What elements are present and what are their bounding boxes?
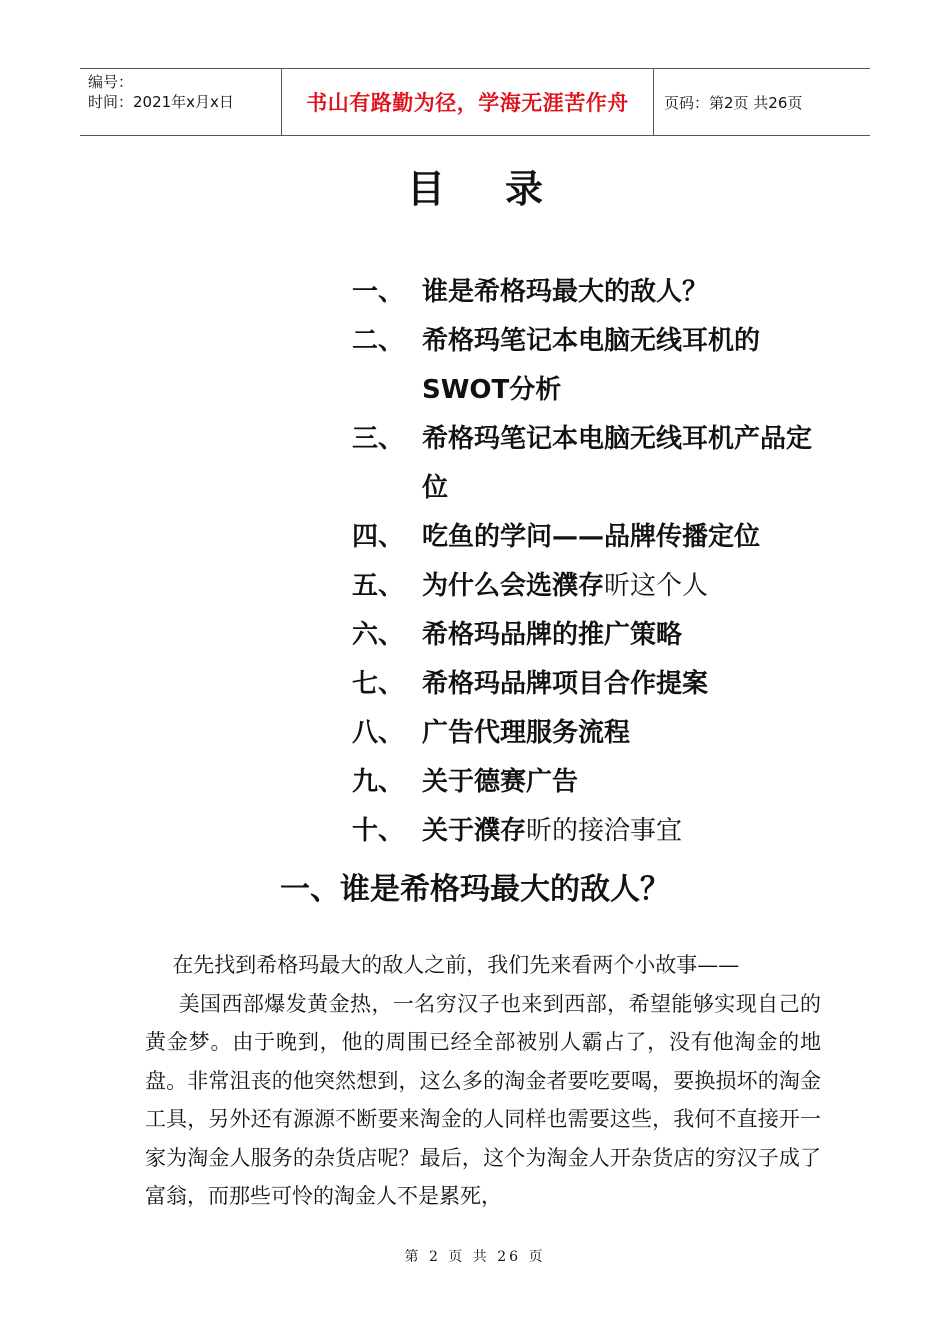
toc-item[interactable]	[352, 709, 832, 758]
toc-item[interactable]	[352, 807, 832, 856]
toc-item-text	[422, 562, 832, 611]
toc-item-text	[422, 513, 832, 562]
section-heading: 一、谁是希格玛最大的敌人？	[280, 872, 670, 907]
toc-item-number: 八、	[352, 718, 405, 748]
toc-item-text	[422, 758, 832, 807]
toc-item-text-bold: 关于德赛广告	[422, 767, 579, 797]
toc-title: 目录	[406, 167, 603, 211]
toc-item-text-bold: 希格玛笔记本电脑无线耳机产品定位	[422, 424, 813, 503]
toc-item-text	[422, 268, 832, 317]
toc-item[interactable]	[352, 758, 832, 807]
toc-item[interactable]	[352, 415, 832, 513]
toc-item[interactable]	[352, 562, 832, 611]
toc-item-number: 二、	[352, 326, 405, 356]
toc-item-text-light: 昕的接洽事宜	[526, 816, 683, 846]
toc-item-text	[422, 709, 832, 758]
toc-item-text-bold: 希格玛笔记本电脑无线耳机的SWOT分析	[422, 326, 761, 405]
page-header	[80, 68, 870, 136]
toc-item[interactable]	[352, 611, 832, 660]
header-meta	[80, 69, 282, 135]
toc-item-text-bold: 希格玛品牌的推广策略	[422, 620, 683, 650]
toc-item[interactable]	[352, 513, 832, 562]
page-footer: 第 2 页 共 26 页	[404, 1249, 546, 1265]
toc-item-text-bold: 广告代理服务流程	[422, 718, 631, 748]
toc-item-text-bold: 吃鱼的学问——品牌传播定位	[422, 522, 761, 552]
toc-item[interactable]	[352, 660, 832, 709]
section-body	[145, 946, 821, 1216]
toc-item[interactable]	[352, 268, 832, 317]
toc-item-text-bold: 谁是希格玛最大的敌人？	[422, 277, 709, 307]
toc-item-number: 五、	[352, 571, 405, 601]
toc-item-number: 三、	[352, 424, 405, 454]
toc-item-number: 六、	[352, 620, 405, 650]
toc-item-number: 九、	[352, 767, 405, 797]
toc-item-number: 四、	[352, 522, 405, 552]
toc-item-number: 七、	[352, 669, 405, 699]
toc-item-text-bold: 为什么会选濮存	[422, 571, 605, 601]
header-time-label: 时间：2021年x月x日	[88, 93, 234, 111]
header-number-label: 编号：	[88, 73, 134, 91]
toc-item-number: 十、	[352, 816, 405, 846]
toc-item-text	[422, 317, 832, 415]
toc-item-text	[422, 415, 832, 513]
header-motto: 书山有路勤为径，学海无涯苦作舟	[282, 69, 654, 135]
toc-item-number: 一、	[352, 277, 405, 307]
toc-item[interactable]	[352, 317, 832, 415]
toc-item-text-bold: 关于濮存	[422, 816, 527, 846]
table-of-contents	[352, 268, 832, 856]
toc-item-text-light: 昕这个人	[604, 571, 709, 601]
toc-item-text	[422, 807, 832, 856]
body-paragraph: 美国西部爆发黄金热，一名穷汉子也来到西部，希望能够实现自己的黄金梦。由于晚到，他的周围已经全部被别人霸占了，没有他淘金的地盘。非常沮丧的他突然想到，这么多的淘金者要吃要喝，要换损坏的淘金工具，另外还有源源不断要来淘金的人同样也需要这些，我何不直接开一家为淘金人服务的杂货店呢？最后，这个为淘金人开杂货店的穷汉子成了富翁，而那些可怜的淘金人不是累死，	[145, 991, 821, 1208]
body-paragraph: 在先找到希格玛最大的敌人之前，我们先来看两个小故事——	[172, 953, 740, 977]
toc-item-text	[422, 611, 832, 660]
toc-item-text	[422, 660, 832, 709]
toc-item-text-bold: 希格玛品牌项目合作提案	[422, 669, 709, 699]
header-page-info: 页码：第2页 共26页	[664, 93, 803, 112]
